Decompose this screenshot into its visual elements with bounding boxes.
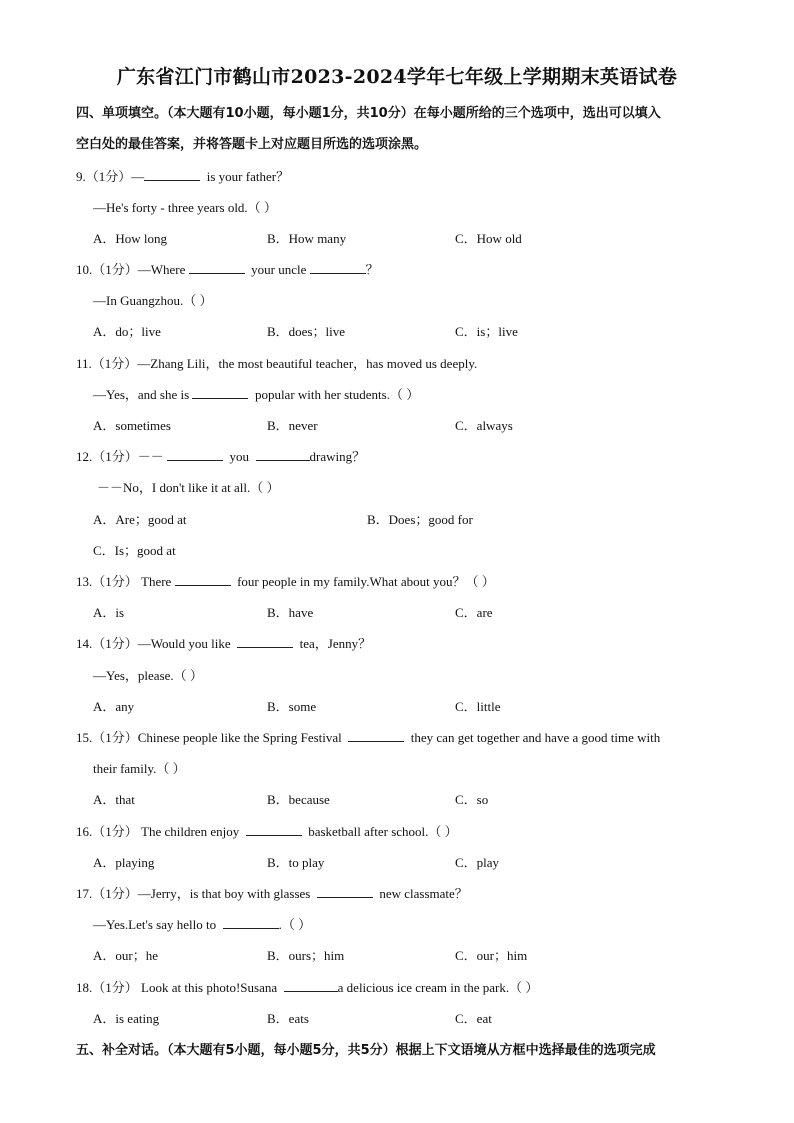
option-b[interactable]: B．some <box>267 699 317 714</box>
question-12-response: －－No，I don't like it at all.（ ） <box>97 480 280 495</box>
question-number: 18.（1分） <box>76 980 138 995</box>
option-c[interactable]: C．little <box>455 699 501 714</box>
question-12 <box>76 448 365 466</box>
question-15-continued: their family.（ ） <box>93 761 186 776</box>
question-text: ？ <box>365 262 379 277</box>
question-number: 17.（1分） <box>76 886 138 901</box>
option-a[interactable]: A．is eating <box>93 1011 160 1026</box>
question-text: tea，Jenny？ <box>299 636 372 651</box>
question-number: 16.（1分） <box>76 824 138 839</box>
question-number: 10.（1分） <box>76 262 138 277</box>
section-4-instruction: 空白处的最佳答案，并将答题卡上对应题目所选的选项涂黑。 <box>76 137 428 152</box>
question-text: The children enjoy <box>141 824 240 839</box>
section-4-heading: 四、单项填空。（本大题有10小题，每小题1分，共10分）在每小题所给的三个选项中，选出可以填入 <box>76 106 661 121</box>
question-text: There <box>141 574 172 589</box>
answer-blank <box>310 261 366 274</box>
question-number: 13.（1分） <box>76 574 138 589</box>
answer-blank <box>284 979 338 992</box>
question-text: popular with her students.（ ） <box>254 387 420 402</box>
answer-blank <box>348 729 404 742</box>
question-11 <box>76 355 477 373</box>
question-text: basketball after school.（ ） <box>308 824 458 839</box>
question-15 <box>76 729 660 747</box>
question-number: 15.（1分） <box>76 730 138 745</box>
answer-blank <box>223 916 279 929</box>
answer-blank <box>144 168 200 181</box>
option-c[interactable]: C．Is；good at <box>93 543 176 558</box>
question-text: new classmate？ <box>379 886 468 901</box>
option-b[interactable]: B．does；live <box>267 324 345 339</box>
question-text: —Yes.Let's say hello to <box>93 917 217 932</box>
question-number: 9.（1分） <box>76 169 132 184</box>
question-text: your uncle <box>251 262 307 277</box>
question-14 <box>76 635 371 653</box>
question-text: Look at this photo!Susana <box>141 980 278 995</box>
option-b[interactable]: B．have <box>267 605 314 620</box>
question-9 <box>76 168 289 186</box>
option-a[interactable]: A．is <box>93 605 125 620</box>
option-c[interactable]: C．is；live <box>455 324 518 339</box>
question-text: is your father？ <box>206 169 290 184</box>
question-text: －－ <box>137 449 164 464</box>
option-b[interactable]: B．eats <box>267 1011 309 1026</box>
answer-blank <box>256 448 310 461</box>
option-b[interactable]: B．because <box>267 792 330 807</box>
option-c[interactable]: C．always <box>455 418 513 433</box>
option-b[interactable]: B．How many <box>267 231 347 246</box>
question-number: 14.（1分） <box>76 636 138 651</box>
option-c[interactable]: C．eat <box>455 1011 492 1026</box>
question-17-response <box>93 916 311 934</box>
option-a[interactable]: A．How long <box>93 231 168 246</box>
question-18 <box>76 979 538 997</box>
option-c[interactable]: C．play <box>455 855 500 870</box>
option-b[interactable]: B．to play <box>267 855 325 870</box>
question-text: —Where <box>137 262 186 277</box>
question-text: drawing？ <box>309 449 366 464</box>
option-c[interactable]: C．How old <box>455 231 522 246</box>
question-text: you <box>229 449 250 464</box>
option-a[interactable]: A．our；he <box>93 948 158 963</box>
section-5-heading: 五、补全对话。（本大题有5小题，每小题5分，共5分）根据上下文语境从方框中选择最佳的选项完成 <box>76 1043 656 1058</box>
question-text: —Zhang Lili，the most beautiful teacher，has moved us deeply. <box>137 356 478 371</box>
question-text: .（ ） <box>278 917 312 932</box>
option-b[interactable]: B．ours；him <box>267 948 345 963</box>
question-16 <box>76 823 458 841</box>
option-c[interactable]: C．so <box>455 792 489 807</box>
question-11-response <box>93 386 419 404</box>
question-number: 12.（1分） <box>76 449 138 464</box>
question-13 <box>76 573 495 591</box>
question-17 <box>76 885 468 903</box>
question-text: —Yes，and she is <box>93 387 190 402</box>
question-text: —Jerry，is that boy with glasses <box>137 886 311 901</box>
answer-blank <box>192 386 248 399</box>
question-text: — <box>131 169 145 184</box>
question-14-response: —Yes，please.（ ） <box>93 668 203 683</box>
question-text: four people in my family.What about you？（ ） <box>237 574 495 589</box>
answer-blank <box>237 635 293 648</box>
option-a[interactable]: A．that <box>93 792 135 807</box>
answer-blank <box>175 573 231 586</box>
question-10 <box>76 261 379 279</box>
question-10-response: —In Guangzhou.（ ） <box>93 293 213 308</box>
option-a[interactable]: A．Are；good at <box>93 512 187 527</box>
question-text: they can get together and have a good time with <box>410 730 661 745</box>
exam-title: 广东省江门市鹤山市2023-2024学年七年级上学期期末英语试卷 <box>116 66 678 88</box>
answer-blank <box>246 823 302 836</box>
option-c[interactable]: C．our；him <box>455 948 528 963</box>
question-text: —Would you like <box>137 636 231 651</box>
option-a[interactable]: A．sometimes <box>93 418 171 433</box>
question-9-response: —He's forty - three years old.（ ） <box>93 200 277 215</box>
option-c[interactable]: C．are <box>455 605 493 620</box>
answer-blank <box>167 448 223 461</box>
option-a[interactable]: A．any <box>93 699 135 714</box>
option-a[interactable]: A．playing <box>93 855 155 870</box>
question-number: 11.（1分） <box>76 356 138 371</box>
question-text: a delicious ice cream in the park.（ ） <box>337 980 539 995</box>
answer-blank <box>189 261 245 274</box>
question-text: Chinese people like the Spring Festival <box>137 730 342 745</box>
answer-blank <box>317 885 373 898</box>
option-b[interactable]: B．Does；good for <box>367 512 473 527</box>
option-b[interactable]: B．never <box>267 418 318 433</box>
option-a[interactable]: A．do；live <box>93 324 161 339</box>
